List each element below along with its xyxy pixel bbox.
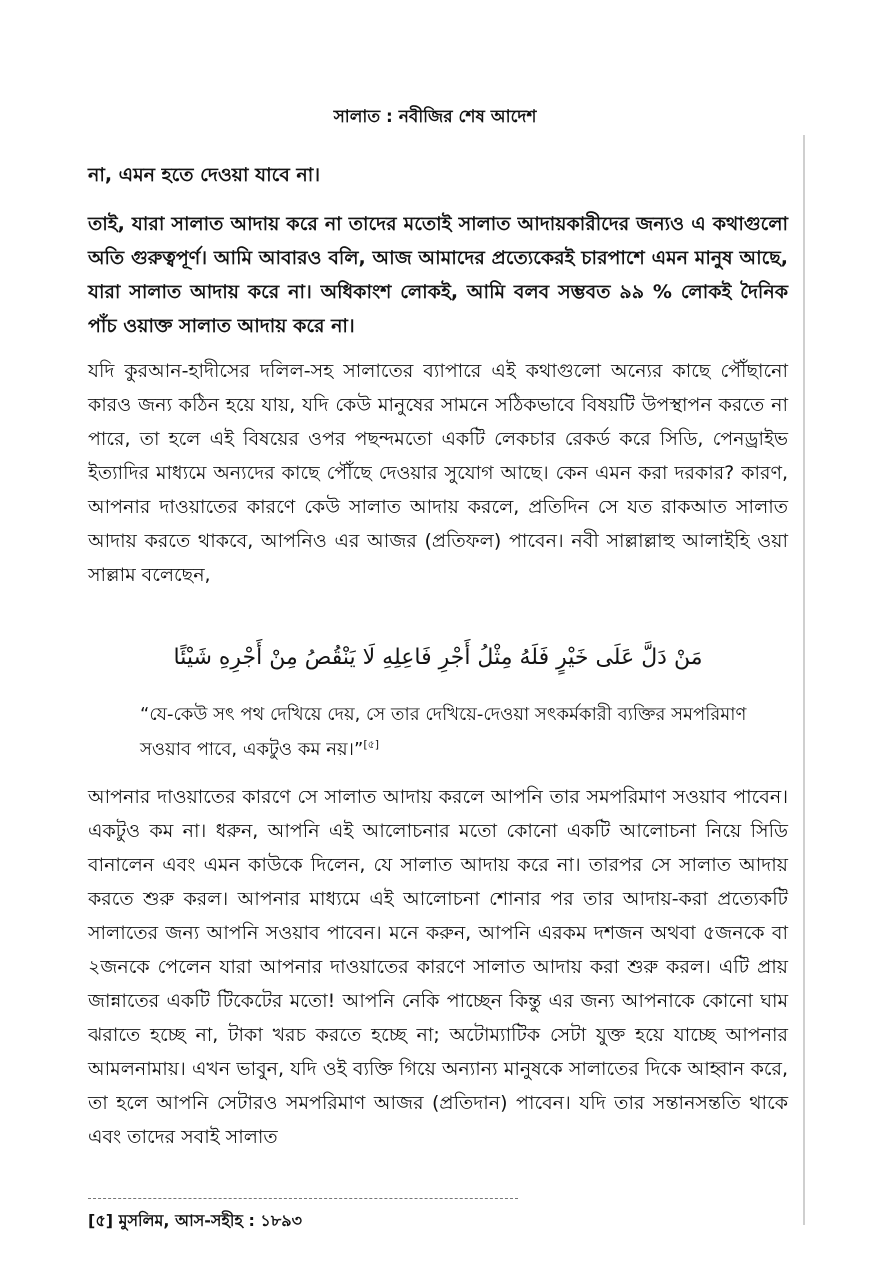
paragraph-reward: আপনার দাওয়াতের কারণে সে সালাত আদায় করলে আপনি তার সমপরিমাণ সওয়াব পাবেন। একটুও কম না। ধরুন, আপনি এই আলোচনার মতো কোনো একটি আলোচনা নিয়ে সিডি বানালেন এবং এমন কাউকে দিলেন, যে সালাত আদায় করে না। তারপর সে সালাত আদায় করতে শুরু করল। আপনার মাধ্যমে এই আলোচনা শোনার পর তার আদায়-করা প্রত্যেকটি সালাতের জন্য আপনি সওয়াব পাবেন। মনে করুন, আপনি এরকম দশজন অথবা ৫জনকে বা ২জনকে পেলেন যারা আপনার দাওয়াতের কারণে সালাত আদায় করা শুরু করল। এটি প্রায় জান্নাতের একটি টিকেটের মতো! আপনি নেকি পাচ্ছেন কিন্তু এর জন্য আপনাকে কোনো ঘাম ঝরাতে হচ্ছে না, টাকা খরচ করতে হচ্ছে না; অটোম্যাটিক সেটা যুক্ত হয়ে যাচ্ছে আপনার আমলনামায়। এখন ভাবুন, যদি ওই ব্যক্তি গিয়ে অন্যান্য মানুষকে সালাতের দিকে আহ্বান করে, তা হলে আপনি সেটারও সমপরিমাণ আজর (প্রতিদান) পাবেন। যদি তার সন্তানসন্ততি থাকে এবং তাদের সবাই সালাত [88,786,788,1148]
paragraph-intro: না, এমন হতে দেওয়া যাবে না। [88,164,321,186]
running-header: সালাত : নবীজির শেষ আদেশ [333,107,537,127]
footnote-divider [88,1198,518,1199]
paragraph-emphasis: তাই, যারা সালাত আদায় করে না তাদের মতোই সালাত আদায়কারীদের জন্যও এ কথাগুলো অতি গুরুত্বপূর্ণ। আমি আবারও বলি, আজ আমাদের প্রত্যেকেরই চারপাশে এমন মানুষ আছে, যারা সালাত আদায় করে না। অধিকাংশ লোকই, আমি বলব সম্ভবত ৯৯ % লোকই দৈনিক পাঁচ ওয়াক্ত সালাত আদায় করে না। [88,213,788,337]
paragraph-dawah: যদি কুরআন-হাদীসের দলিল-সহ সালাতের ব্যাপারে এই কথাগুলো অন্যের কাছে পৌঁছানো কারও জন্য কঠিন হয়ে যায়, যদি কেউ মানুষের সামনে সঠিকভাবে বিষয়টি উপস্থাপন করতে না পারে, তা হলে এই বিষয়ের ওপর পছন্দমতো একটি লেকচার রেকর্ড করে সিডি, পেনড্রাইভ ইত্যাদির মাধ্যমে অন্যদের কাছে পৌঁছে দেওয়ার সুযোগ আছে। কেন এমন করা দরকার? কারণ, আপনার দাওয়াতের কারণে কেউ সালাত আদায় করলে, প্রতিদিন সে যত রাকআত সালাত আদায় করতে থাকবে, আপনিও এর আজর (প্রতিফল) পাবেন। নবী সাল্লাল্লাহু আলাইহি ওয়া সাল্লাম বলেছেন, [88,360,788,586]
hadith-translation-text: “যে-কেউ সৎ পথ দেখিয়ে দেয়, সে তার দেখিয়ে-দেওয়া সৎকর্মকারী ব্যক্তির সমপরিমাণ সওয়াব পাবে, একটুও কম নয়।” [140,704,747,760]
page-edge-line [803,135,805,1225]
hadith-translation [140,700,780,765]
footnote-ref: [৫] [363,738,380,751]
arabic-hadith: مَنْ دَلَّ عَلَى خَيْرٍ فَلَهُ مِثْلُ أَجْرِ فَاعِلِهِ لَا يَنْقُصُ مِنْ أَجْرِهِ شَيْئًا [173,645,703,670]
footnote: [৫] মুসলিম, আস-সহীহ : ১৮৯৩ [88,1211,302,1230]
